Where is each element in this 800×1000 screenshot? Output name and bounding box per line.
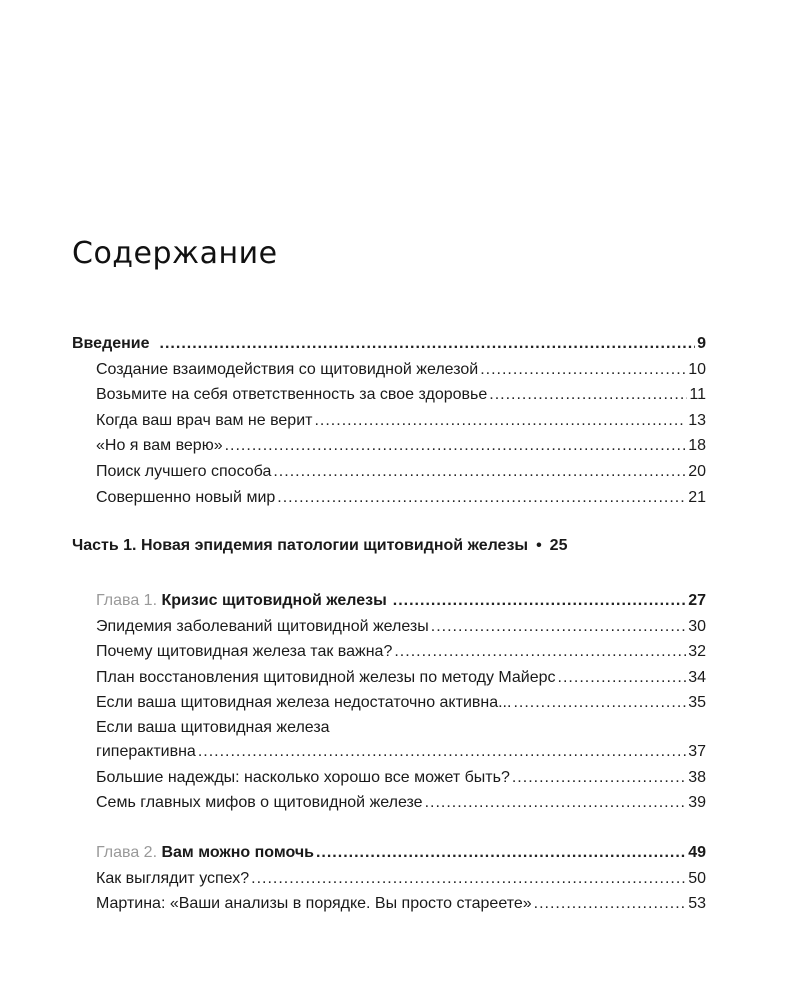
toc-page-number: 34	[688, 668, 706, 686]
toc-entry[interactable]	[72, 357, 706, 383]
dot-leader	[251, 866, 686, 892]
toc-entry[interactable]	[72, 382, 706, 408]
toc-entry[interactable]	[72, 614, 706, 640]
toc-page-number: 53	[688, 895, 706, 913]
toc-entry-title: Большие надежды: насколько хорошо все может быть?	[96, 768, 510, 786]
toc-entry-title: гиперактивна	[96, 742, 196, 760]
toc-page-number: 35	[688, 694, 706, 712]
chapter-prefix: Глава 2.	[96, 844, 158, 861]
toc-entry-title: Создание взаимодействия со щитовидной железой	[96, 360, 479, 378]
part-heading[interactable]	[72, 537, 706, 555]
toc-entry-title: Как выглядит успех?	[96, 869, 250, 887]
dot-leader	[489, 382, 687, 408]
chapter-2-section	[72, 840, 706, 917]
toc-entry[interactable]	[72, 665, 706, 691]
toc-entry[interactable]	[72, 765, 706, 791]
toc-entry[interactable]	[72, 790, 706, 816]
chapter-1-section	[72, 588, 706, 816]
toc-entry[interactable]	[72, 690, 706, 716]
chapter-title: Вам можно помочь	[161, 844, 314, 861]
bullet-separator: •	[536, 537, 542, 554]
toc-page-number: 18	[688, 437, 706, 455]
toc-entry-line-1[interactable]	[72, 716, 706, 739]
toc-entry-title: «Но я вам верю»	[96, 437, 223, 455]
dot-leader	[480, 357, 686, 383]
toc-entry-title: Эпидемия заболеваний щитовидной железы	[96, 617, 429, 635]
toc-page-number: 37	[688, 742, 706, 760]
toc-entry[interactable]	[72, 459, 706, 485]
toc-entry-chapter-2[interactable]	[72, 840, 706, 866]
toc-entry-title: Возьмите на себя ответственность за свое здоровье	[96, 386, 488, 404]
toc-page-number: 13	[688, 411, 706, 429]
toc-page-number: 11	[689, 386, 706, 404]
page-title: Содержание	[72, 236, 278, 271]
dot-leader	[558, 665, 687, 691]
part-page-number: 25	[549, 537, 568, 554]
toc-entry[interactable]	[72, 433, 706, 459]
part-title: Часть 1. Новая эпидемия патологии щитовидной железы	[72, 537, 529, 554]
toc-entry-title: Поиск лучшего способа	[96, 462, 272, 480]
toc-entry-intro[interactable]	[72, 331, 706, 357]
toc-entry-title: Если ваша щитовидная железа недостаточно активна...	[96, 694, 512, 712]
dot-leader	[314, 408, 686, 434]
toc-page-number: 9	[697, 335, 706, 352]
dot-leader	[160, 331, 696, 357]
toc-entry-title: Семь главных мифов о щитовидной железе	[96, 794, 423, 812]
dot-leader	[393, 588, 686, 614]
chapter-title: Кризис щитовидной железы	[161, 592, 387, 609]
toc-page-number: 27	[688, 592, 706, 609]
toc-page-number: 50	[688, 869, 706, 887]
toc-entry-title: Введение	[72, 335, 150, 352]
dot-leader	[534, 891, 687, 917]
toc-page-number: 39	[688, 794, 706, 812]
dot-leader	[512, 765, 686, 791]
toc-page-number: 30	[688, 617, 706, 635]
toc-entry-line-2[interactable]	[72, 739, 706, 765]
toc-entry[interactable]	[72, 866, 706, 892]
toc-entry-chapter-1[interactable]	[72, 588, 706, 614]
toc-entry[interactable]	[72, 639, 706, 665]
dot-leader	[277, 485, 686, 511]
dot-leader	[513, 690, 686, 716]
toc-entry-title: Когда ваш врач вам не верит	[96, 411, 313, 429]
dot-leader	[431, 614, 686, 640]
toc-page-number: 21	[688, 488, 706, 506]
toc-entry-title: Если ваша щитовидная железа	[96, 718, 330, 736]
dot-leader	[394, 639, 686, 665]
toc-page-number: 20	[688, 462, 706, 480]
toc-entry[interactable]	[72, 485, 706, 511]
toc-entry-title: Почему щитовидная железа так важна?	[96, 643, 393, 661]
toc-entry[interactable]	[72, 408, 706, 434]
dot-leader	[198, 739, 686, 765]
toc-page-number: 49	[688, 844, 706, 861]
toc-entry[interactable]	[72, 891, 706, 917]
dot-leader	[273, 459, 686, 485]
toc-entry-title: Мартина: «Ваши анализы в порядке. Вы просто стареете»	[96, 895, 532, 913]
toc-page-number: 38	[688, 768, 706, 786]
toc-page-number: 32	[688, 643, 706, 661]
dot-leader	[225, 433, 687, 459]
chapter-prefix: Глава 1.	[96, 592, 158, 609]
toc-page-number: 10	[688, 360, 706, 378]
dot-leader	[316, 840, 686, 866]
toc-entry-title: Совершенно новый мир	[96, 488, 276, 506]
intro-section	[72, 331, 706, 510]
dot-leader	[425, 790, 687, 816]
toc-entry-title: План восстановления щитовидной железы по методу Майерс	[96, 668, 556, 686]
